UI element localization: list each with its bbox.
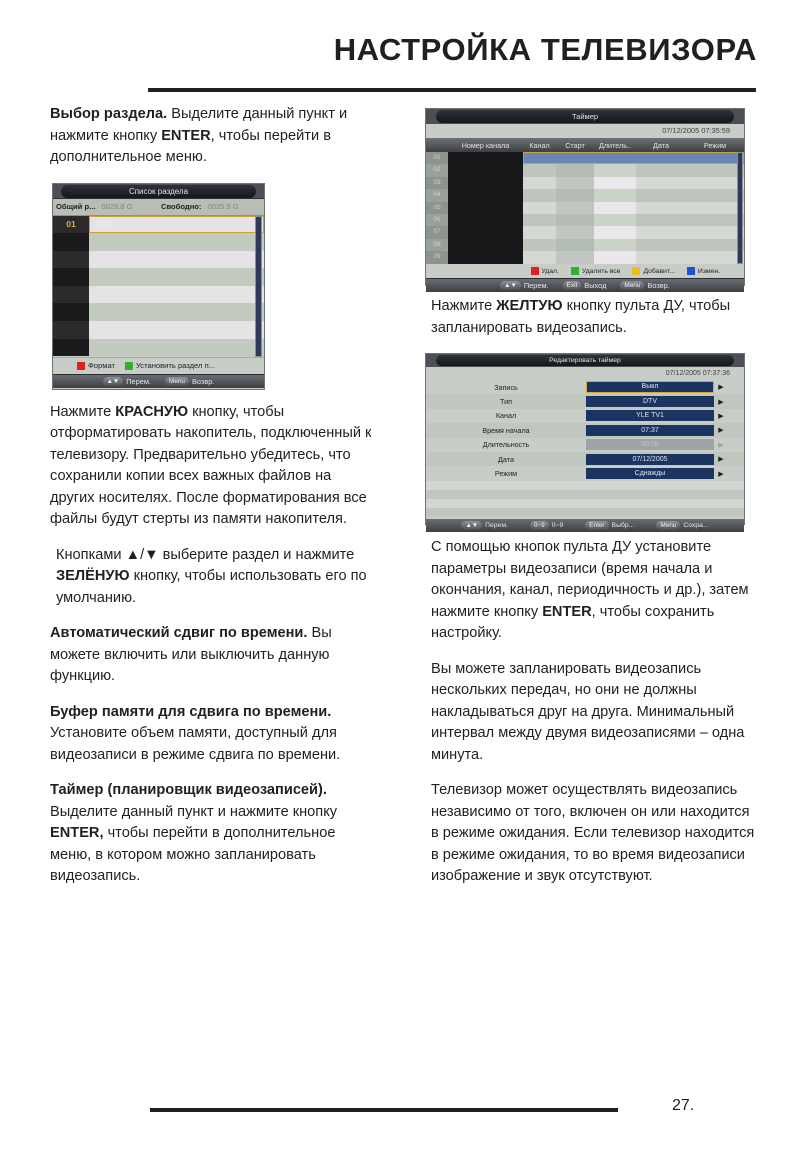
color-key-label: Формат — [88, 361, 115, 370]
paragraph-green-button — [50, 545, 372, 610]
partition-row[interactable] — [53, 251, 264, 269]
partition-row[interactable] — [53, 321, 264, 339]
para-text: Нажмите — [431, 298, 497, 314]
header-rule — [148, 88, 756, 92]
field-label: Дата — [498, 454, 514, 464]
para-text: Выделите данный пункт и нажмите кнопку — [50, 106, 348, 144]
row-index: 05 — [426, 202, 448, 214]
row-mode — [686, 177, 744, 189]
nav-key-move[interactable] — [461, 521, 507, 530]
row-date — [636, 202, 686, 214]
chevron-right-icon[interactable]: ▶ — [718, 470, 724, 478]
green-button-icon — [571, 267, 579, 275]
field-value[interactable]: 07:37 — [586, 425, 714, 436]
color-key-edit[interactable] — [687, 267, 720, 275]
col-header-date: Дата — [653, 140, 669, 150]
row-channel — [523, 164, 556, 176]
row-duration — [594, 251, 636, 263]
row-duration — [594, 202, 636, 214]
para-text: Вы можете включить или выключить данную функцию. — [50, 625, 332, 684]
row-duration — [594, 164, 636, 176]
row-mode — [686, 202, 744, 214]
chevron-right-icon[interactable]: ▶ — [718, 456, 724, 464]
field-row-channel[interactable] — [426, 409, 744, 423]
row-date — [636, 239, 686, 251]
para-enter-bold: ENTER, — [50, 825, 104, 841]
timer-table-header — [426, 138, 744, 152]
table-row[interactable] — [426, 226, 744, 238]
timer-title: Таймер — [571, 112, 599, 121]
row-channel — [523, 202, 556, 214]
row-start — [556, 164, 594, 176]
row-channel — [523, 214, 556, 226]
para-text: кнопку, чтобы использовать его по умолчанию. — [56, 568, 367, 606]
edit-timer-nav-bar — [426, 519, 744, 532]
screenshot-partition-list — [52, 183, 265, 390]
row-index: 04 — [426, 189, 448, 201]
row-channel — [523, 189, 556, 201]
paragraph-auto-timeshift — [50, 623, 372, 688]
spacer-band — [426, 490, 744, 499]
partition-row-number — [53, 233, 89, 251]
row-mode — [686, 214, 744, 226]
field-value[interactable]: Выкл — [586, 381, 714, 393]
color-key-set-partition[interactable] — [125, 361, 215, 370]
field-label: Режим — [494, 469, 518, 479]
para-text: Выделите данный пункт и нажмите кнопку — [50, 803, 338, 820]
nav-key-back[interactable] — [165, 377, 214, 386]
free-label: Свободно: — [160, 202, 202, 211]
col-header-channel-number: Номер канала — [461, 140, 510, 150]
nav-key-label: Выход — [584, 281, 607, 290]
table-row[interactable] — [426, 202, 744, 214]
color-key-delete-all[interactable] — [571, 267, 621, 275]
row-channel-number — [448, 202, 523, 214]
partition-info-bar — [53, 199, 264, 216]
edit-timer-clock: 07/12/2005 07:37:36 — [426, 367, 744, 380]
col-header-duration: Длитель.. — [599, 140, 631, 150]
row-date — [636, 251, 686, 263]
row-duration — [594, 189, 636, 201]
nav-key-label: Возвр. — [647, 281, 670, 290]
chevron-right-icon[interactable]: ▶ — [718, 427, 724, 435]
row-channel — [523, 226, 556, 238]
paragraph-red-button — [50, 402, 372, 531]
yellow-button-icon — [632, 267, 640, 275]
timer-scrollbar[interactable] — [737, 152, 743, 264]
edit-timer-title: Редактировать таймер — [549, 357, 621, 364]
row-index: 07 — [426, 226, 448, 238]
para-enter-bold: ENTER — [161, 127, 211, 144]
nav-key-back[interactable] — [620, 281, 669, 290]
para-text: кнопку, чтобы отформатировать накопитель, подключенный к телевизору. Предварительно убедитесь, что сохранили копии всех важных файлов на других носителях. После форматирования все файлы будут стерты из памяти накопителя. — [50, 403, 372, 527]
spacer-band — [426, 508, 744, 517]
row-channel-number — [448, 251, 523, 263]
row-duration — [594, 152, 636, 164]
para-lead-bold: Выбор раздела. — [50, 106, 168, 122]
row-duration — [594, 239, 636, 251]
row-index: 01 — [426, 152, 448, 164]
enter-key-icon: Enter — [585, 521, 608, 530]
row-date — [636, 152, 686, 164]
partition-list-title: Список раздела — [128, 186, 189, 196]
red-button-icon — [77, 362, 85, 370]
partition-row[interactable] — [53, 286, 264, 304]
field-value[interactable]: 07/12/2005 — [586, 454, 714, 465]
timer-clock: 07/12/2005 07:35:59 — [426, 124, 744, 138]
row-index: 09 — [426, 251, 448, 263]
field-label: Длительность — [482, 440, 530, 450]
field-label: Время начала — [482, 425, 530, 435]
partition-row-name — [89, 303, 264, 321]
right-column — [425, 104, 757, 902]
footer-rule — [150, 1108, 618, 1112]
row-channel-number — [448, 226, 523, 238]
updown-key-icon: ▲▼ — [103, 377, 124, 386]
row-index: 08 — [426, 239, 448, 251]
field-value[interactable]: DTV — [586, 396, 714, 407]
partition-row-name: disk1 — [89, 216, 264, 234]
row-duration — [594, 226, 636, 238]
nav-key-move[interactable] — [500, 281, 548, 290]
field-row-date[interactable] — [426, 452, 744, 466]
partition-row-number — [53, 286, 89, 304]
total-value: 0028.8 G — [101, 202, 133, 211]
chevron-right-icon[interactable]: ▶ — [718, 384, 724, 392]
edit-timer-titlebar — [426, 354, 744, 367]
partition-row-name — [89, 251, 264, 269]
row-date — [636, 226, 686, 238]
nav-key-exit[interactable] — [563, 281, 607, 290]
page-number: 27. — [672, 1097, 695, 1114]
para-enter-bold: ENTER — [542, 603, 592, 620]
partition-list-scrollbar[interactable] — [255, 216, 262, 357]
chevron-right-icon[interactable]: ▶ — [718, 412, 724, 420]
partition-list-body — [53, 216, 264, 357]
table-row[interactable] — [426, 177, 744, 189]
col-header-mode: Режим — [703, 140, 727, 150]
nav-key-select[interactable] — [585, 521, 634, 530]
exit-key-icon: Exit — [563, 281, 582, 290]
nav-key-label: Перем. — [126, 376, 151, 386]
field-row-start-time[interactable] — [426, 423, 744, 437]
row-duration — [594, 214, 636, 226]
nav-key-label: Возвр. — [192, 376, 215, 386]
para-text: чтобы перейти в дополнительное меню, в котором можно запланировать видеозапись. — [50, 825, 336, 884]
row-channel — [523, 152, 556, 164]
para-bold-green: ЗЕЛЁНУЮ — [56, 568, 130, 584]
partition-row-number: 01 — [53, 216, 89, 234]
row-start — [556, 177, 594, 189]
row-channel — [523, 251, 556, 263]
blue-button-icon — [687, 267, 695, 275]
nav-key-digits[interactable] — [530, 521, 563, 530]
timer-color-key-bar — [426, 264, 744, 278]
row-index: 06 — [426, 214, 448, 226]
row-start — [556, 189, 594, 201]
color-key-label: Удалить все — [581, 267, 621, 275]
table-row[interactable] — [426, 251, 744, 263]
total-label: Общий р... — [56, 202, 96, 211]
row-channel-number — [448, 164, 523, 176]
field-row-record[interactable] — [426, 380, 744, 394]
field-label: Канал — [495, 411, 517, 421]
color-key-label: Установить раздел п... — [135, 361, 216, 370]
row-date — [636, 214, 686, 226]
row-mode — [686, 226, 744, 238]
field-row-duration — [426, 438, 744, 452]
row-date — [636, 164, 686, 176]
edit-timer-spacer — [426, 481, 744, 519]
row-mode — [686, 189, 744, 201]
para-text: Нажмите — [50, 403, 116, 420]
partition-list-titlebar — [53, 184, 264, 199]
row-mode — [686, 164, 744, 176]
field-label: Тип — [500, 397, 512, 407]
timer-nav-bar — [426, 278, 744, 292]
row-start — [556, 226, 594, 238]
row-index: 02 — [426, 164, 448, 176]
timer-table-body — [426, 152, 744, 264]
nav-key-move[interactable] — [103, 377, 151, 386]
color-key-format[interactable] — [77, 361, 115, 370]
para-bold-heading: Таймер (планировщик видеозаписей). — [50, 782, 327, 798]
partition-row[interactable] — [53, 216, 264, 234]
row-date — [636, 189, 686, 201]
screenshot-timer — [425, 108, 745, 290]
screenshot-edit-timer — [425, 353, 745, 529]
field-label: Запись — [494, 382, 518, 392]
red-button-icon — [531, 267, 539, 275]
digits-key-icon: 0~9 — [530, 521, 549, 530]
row-date — [636, 177, 686, 189]
green-button-icon — [125, 362, 133, 370]
menu-key-icon: Menu — [620, 281, 644, 290]
para-text-tail: , чтобы перейти в дополнительное меню. — [50, 127, 331, 165]
para-bold-heading: Буфер памяти для сдвига по времени. — [50, 703, 332, 720]
nav-key-save[interactable] — [656, 521, 708, 530]
nav-key-label: Выбр... — [611, 521, 635, 529]
partition-row-number — [53, 321, 89, 339]
row-duration — [594, 177, 636, 189]
col-header-channel: Канал — [529, 140, 550, 150]
nav-key-label: 0~9 — [551, 521, 564, 529]
row-mode — [686, 239, 744, 251]
partition-row[interactable] — [53, 233, 264, 251]
partition-row-name — [89, 339, 264, 357]
row-channel — [523, 239, 556, 251]
para-text: кнопку пульта ДУ, чтобы запланировать видеозапись. — [431, 298, 731, 336]
menu-key-icon: Menu — [165, 377, 189, 386]
chevron-right-icon[interactable]: ▶ — [718, 398, 724, 406]
color-key-delete[interactable] — [531, 267, 559, 275]
field-row-type[interactable] — [426, 394, 744, 408]
row-start — [556, 152, 594, 164]
para-bold-heading: Автоматический сдвиг по времени. — [50, 625, 308, 641]
para-bold-red: КРАСНУЮ — [115, 403, 189, 420]
table-row[interactable] — [426, 214, 744, 226]
field-value[interactable]: Сднажды — [586, 468, 714, 479]
row-mode — [686, 251, 744, 263]
row-channel-number — [448, 214, 523, 226]
row-start — [556, 239, 594, 251]
color-key-label: Удал. — [541, 267, 559, 275]
row-mode — [686, 152, 744, 164]
menu-key-icon: Menu — [656, 521, 680, 530]
row-channel-number — [448, 189, 523, 201]
chevron-right-icon: ▶ — [718, 441, 724, 449]
partition-color-key-bar — [53, 357, 264, 374]
paragraph-multiple-recordings: Вы можете запланировать видеозапись нескольких передач, но они не должны накладываться друг на друга. Минимальный интервал между двумя видеозаписями – одна минута. — [431, 660, 745, 763]
row-start — [556, 251, 594, 263]
row-start — [556, 214, 594, 226]
col-header-start: Старт — [565, 140, 585, 150]
table-row[interactable] — [426, 189, 744, 201]
field-value: 00:00 — [586, 439, 714, 450]
partition-row[interactable] — [53, 303, 264, 321]
spacer-band — [426, 499, 744, 508]
para-text: , чтобы сохранить настройку. — [431, 603, 715, 641]
row-start — [556, 202, 594, 214]
para-text: Установите объем памяти, доступный для видеозаписи в режиме сдвига по времени. — [50, 725, 341, 763]
row-channel-number — [448, 152, 523, 164]
page-title: НАСТРОЙКА ТЕЛЕВИЗОРА — [333, 32, 757, 67]
row-channel-number — [448, 239, 523, 251]
nav-key-label: Перем. — [485, 521, 508, 529]
nav-key-label: Сохра... — [683, 521, 709, 529]
paragraph-timeshift-buffer — [50, 702, 372, 767]
row-channel — [523, 177, 556, 189]
para-bold-yellow: ЖЕЛТУЮ — [496, 298, 563, 314]
partition-row-number — [53, 303, 89, 321]
row-index: 03 — [426, 177, 448, 189]
color-key-add[interactable] — [632, 267, 674, 275]
partition-row-name — [89, 233, 264, 251]
partition-row-name — [89, 286, 264, 304]
table-row[interactable] — [426, 164, 744, 176]
partition-row-name — [89, 321, 264, 339]
paragraph-section-select — [50, 104, 372, 169]
scrollbar-thumb[interactable] — [738, 153, 742, 263]
partition-row[interactable] — [53, 339, 264, 357]
color-key-label: Измен. — [697, 267, 720, 275]
paragraph-set-parameters — [425, 537, 757, 645]
table-row[interactable] — [426, 152, 744, 164]
partition-row-number — [53, 268, 89, 286]
partition-nav-bar — [53, 374, 264, 388]
partition-row[interactable] — [53, 268, 264, 286]
updown-key-icon: ▲▼ — [500, 281, 521, 290]
color-key-label: Добавит... — [643, 267, 675, 275]
edit-timer-fields — [426, 380, 744, 481]
spacer-band — [426, 481, 744, 490]
partition-row-name — [89, 268, 264, 286]
timer-titlebar — [426, 109, 744, 124]
para-text: Кнопками ▲/▼ выберите раздел и нажмите — [56, 546, 355, 563]
paragraph-yellow-button — [425, 296, 757, 339]
updown-key-icon: ▲▼ — [461, 521, 482, 530]
free-value: 0025.5 G — [207, 202, 239, 211]
left-column — [50, 104, 372, 902]
scrollbar-thumb[interactable] — [256, 217, 261, 356]
partition-row-number — [53, 339, 89, 357]
para-text: С помощью кнопок пульта ДУ установите параметры видеозаписи (время начала и окончания, канал, периодичность и др.), затем нажмите кнопку — [431, 539, 749, 620]
table-row[interactable] — [426, 239, 744, 251]
nav-key-label: Перем. — [523, 281, 549, 290]
row-channel-number — [448, 177, 523, 189]
field-value[interactable]: YLE TV1 — [586, 410, 714, 421]
partition-row-number — [53, 251, 89, 269]
paragraph-timer-scheduler — [50, 780, 372, 888]
field-row-mode[interactable] — [426, 466, 744, 480]
paragraph-standby-recording: Телевизор может осуществлять видеозапись независимо от того, включен он или находится в режиме ожидания. Если телевизор находится в режиме ожидания, то во время видеозаписи изображение и звук отсутствуют. — [431, 782, 755, 884]
